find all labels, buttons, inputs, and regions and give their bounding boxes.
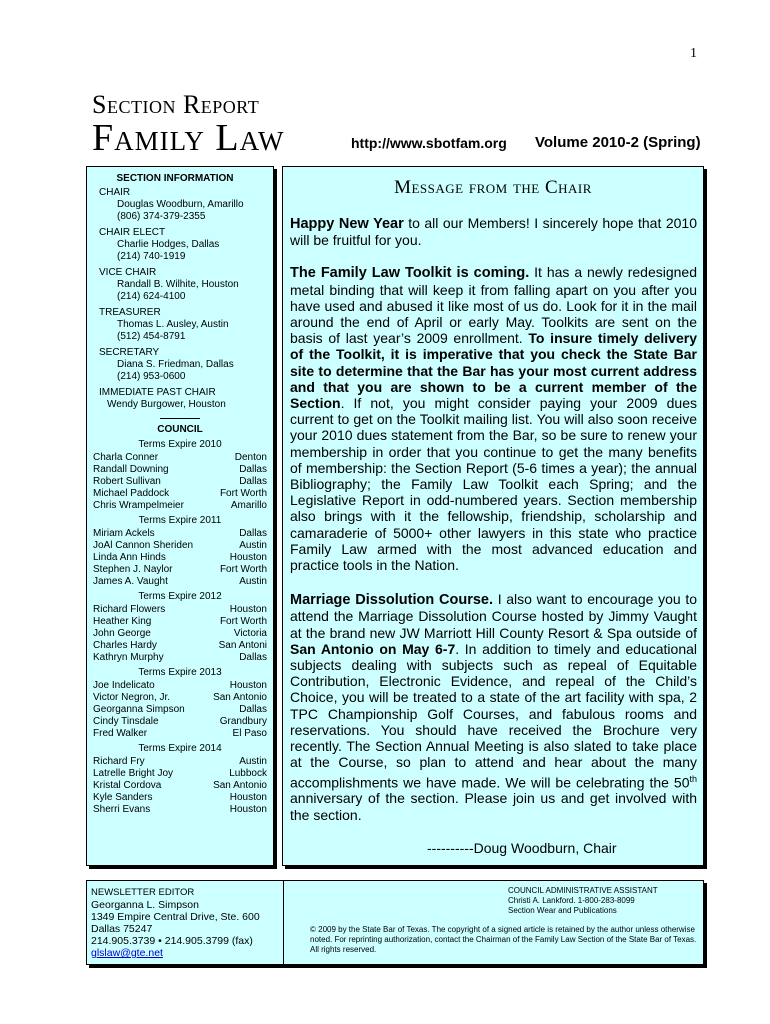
- paragraph-emphasis: San Antonio on May 6-7: [290, 640, 456, 657]
- council-member-row: [87, 604, 273, 616]
- editor-email-link[interactable]: glslaw@gte.net: [91, 947, 163, 959]
- member-city: Dallas: [239, 528, 267, 539]
- officer-phone: (512) 454-8791: [117, 331, 186, 342]
- section-info-heading: SECTION INFORMATION: [116, 173, 234, 184]
- member-name: Latrelle Bright Joy: [93, 768, 174, 779]
- superscript: th: [689, 773, 697, 784]
- council-member-row: [87, 792, 273, 804]
- assistant-dept: Section Wear and Publications: [508, 906, 617, 915]
- officer-treasurer: [87, 307, 273, 343]
- officer-name: Diana S. Friedman, Dallas: [117, 359, 234, 370]
- member-city: Fort Worth: [219, 564, 267, 575]
- section-name: Family Law: [92, 117, 285, 159]
- officer-chair: [87, 187, 273, 223]
- member-name: Randall Downing: [93, 464, 169, 475]
- member-city: Houston: [229, 680, 267, 691]
- officer-phone: (806) 374-379-2355: [117, 211, 206, 222]
- member-city: Grandbury: [219, 716, 267, 727]
- member-city: San Antonio: [213, 692, 267, 703]
- council-member-row: [87, 768, 273, 780]
- divider: [160, 418, 200, 419]
- officer-title: SECRETARY: [99, 347, 160, 358]
- council-member-row: [87, 500, 273, 512]
- member-city: Houston: [229, 552, 267, 563]
- member-name: Kathryn Murphy: [93, 652, 164, 663]
- member-city: Austin: [239, 540, 267, 551]
- paragraph-text: to all our Members! I sincerely hope that 2010 will be fruitful for you.: [290, 215, 697, 249]
- member-city: Houston: [229, 604, 267, 615]
- member-city: Fort Worth: [219, 488, 267, 499]
- member-name: Joe Indelicato: [93, 680, 155, 691]
- member-city: San Antoni: [218, 640, 267, 651]
- officer-title: VICE CHAIR: [99, 267, 157, 278]
- council-member-row: [87, 680, 273, 692]
- member-name: Richard Flowers: [93, 604, 166, 615]
- council-member-row: [87, 564, 273, 576]
- paragraph-text: I also want to encourage you to attend the Marriage Dissolution Course hosted by Jimmy Vaught at the brand new JW Marriott Hill County Resort & Spa outside of: [290, 591, 697, 641]
- member-name: Chris Wrampelmeier: [93, 500, 184, 511]
- term-heading: Terms Expire 2013: [138, 667, 222, 678]
- officer-name: Douglas Woodburn, Amarillo: [117, 199, 244, 210]
- council-member-row: [87, 804, 273, 816]
- council-heading: COUNCIL: [157, 424, 203, 435]
- paragraph-toolkit: [290, 264, 697, 573]
- member-name: Kyle Sanders: [93, 792, 153, 803]
- council-member-row: [87, 528, 273, 540]
- council-member-row: [87, 652, 273, 664]
- paragraph-greeting: [290, 215, 697, 248]
- member-name: Sherri Evans: [93, 804, 151, 815]
- term-heading: Terms Expire 2014: [138, 743, 222, 754]
- member-city: Austin: [239, 756, 267, 767]
- officer-phone: (214) 953-0600: [117, 371, 186, 382]
- officer-name: Charlie Hodges, Dallas: [117, 239, 220, 250]
- paragraph-text: anniversary of the section. Please join us and get involved with the section.: [290, 790, 697, 823]
- officer-vice-chair: [87, 267, 273, 303]
- officer-name: Wendy Burgower, Houston: [107, 399, 226, 410]
- member-city: Victoria: [233, 628, 267, 639]
- officer-phone: (214) 624-4100: [117, 291, 186, 302]
- footer-box: [86, 880, 704, 965]
- member-name: JoAl Cannon Sheriden: [93, 540, 194, 551]
- officer-phone: (214) 740-1919: [117, 251, 186, 262]
- member-name: Charla Conner: [93, 452, 159, 463]
- council-member-row: [87, 728, 273, 740]
- member-city: Houston: [229, 792, 267, 803]
- member-city: El Paso: [232, 728, 267, 739]
- member-city: Dallas: [239, 476, 267, 487]
- member-city: Denton: [234, 452, 267, 463]
- member-name: Linda Ann Hinds: [93, 552, 166, 563]
- officer-name: Randall B. Wilhite, Houston: [117, 279, 239, 290]
- editor-address: 1349 Empire Central Drive, Ste. 600: [91, 911, 260, 923]
- council-member-row: [87, 576, 273, 588]
- editor-city: Dallas 75247: [91, 923, 153, 935]
- council-member-row: [87, 452, 273, 464]
- website-link[interactable]: http://www.sbotfam.org: [351, 135, 507, 151]
- council-member-row: [87, 488, 273, 500]
- council-member-row: [87, 780, 273, 792]
- member-name: Fred Walker: [93, 728, 148, 739]
- member-city: Austin: [239, 576, 267, 587]
- officer-title: CHAIR: [99, 187, 131, 198]
- page-number: 1: [690, 46, 697, 61]
- member-name: Kristal Cordova: [93, 780, 162, 791]
- signoff: ----------Doug Woodburn, Chair: [427, 839, 617, 856]
- member-city: Dallas: [239, 464, 267, 475]
- paragraph-text: . In addition to timely and educational subjects dealing with subjects such as repeal of Equitable Contribution, Electronic Evidence, and repeal of the Child’s Choice, you will be treated to a state of the art facility with spa, 2 TPC Championship Golf Courses, and fabulous rooms and reservations. You should have received the Brochure very recently. The Section Annual Meeting is also slated to take place at the Course, so plan to attend and hear about the many accomplishments we have made. We will be celebrating the 50: [290, 640, 697, 791]
- officer-title: IMMEDIATE PAST CHAIR: [99, 387, 216, 398]
- member-city: San Antonio: [213, 780, 267, 791]
- member-name: Victor Negron, Jr.: [93, 692, 171, 703]
- council-member-row: [87, 628, 273, 640]
- member-name: Richard Fry: [93, 756, 145, 767]
- council-member-row: [87, 640, 273, 652]
- member-city: Amarillo: [230, 500, 267, 511]
- paragraph-lead: The Family Law Toolkit is coming.: [290, 265, 530, 282]
- council-member-row: [87, 464, 273, 476]
- member-city: Lubbock: [229, 768, 267, 779]
- member-name: John George: [93, 628, 151, 639]
- volume-label: Volume 2010-2 (Spring): [535, 134, 701, 151]
- copyright-notice: © 2009 by the State Bar of Texas. The copyright of a signed article is retained by the author unless otherwise noted. For reprinting authorization, contact the Chairman of the Family Law Section of the State Bar of Texas. All rights reserved.: [310, 925, 697, 954]
- term-heading: Terms Expire 2011: [138, 515, 222, 526]
- member-city: Dallas: [239, 652, 267, 663]
- member-city: Houston: [229, 804, 267, 815]
- officer-title: TREASURER: [99, 307, 161, 318]
- member-name: Cindy Tinsdale: [93, 716, 159, 727]
- council-member-row: [87, 616, 273, 628]
- council-member-row: [87, 716, 273, 728]
- council-member-row: [87, 540, 273, 552]
- member-name: James A. Vaught: [93, 576, 168, 587]
- paragraph-text: . If not, you might consider paying your 2009 dues current to get on the Toolkit mailing list. You will also soon receive your 2010 dues statement from the Bar, so be sure to renew your membership in order that you continue to get the many benefits of membership: the Section Report (5-6 times a year); the annual Bibliography; the Family Law Toolkit each Spring; and the Legislative Report in odd-numbered years. Section membership also brings with it the fellowship, friendship, scholarship and camaraderie of 5000+ other lawyers in this state who practice Family Law armed with the most advanced education and practice tools in the Nation.: [290, 395, 697, 574]
- message-heading: Message from the Chair: [394, 177, 592, 198]
- member-name: Stephen J. Naylor: [93, 564, 173, 575]
- member-city: Dallas: [239, 704, 267, 715]
- officer-name: Thomas L. Ausley, Austin: [117, 319, 229, 330]
- council-member-row: [87, 552, 273, 564]
- newsletter-title: Section Report: [92, 90, 260, 119]
- chair-message-panel: [282, 166, 704, 866]
- assistant-name: Christi A. Lankford. 1-800-283-8099: [508, 896, 635, 905]
- editor-label: NEWSLETTER EDITOR: [91, 887, 195, 898]
- editor-info: [91, 887, 260, 959]
- officer-secretary: [87, 347, 273, 383]
- paragraph-lead: Marriage Dissolution Course.: [290, 592, 494, 609]
- section-info-sidebar: [86, 166, 274, 866]
- assistant-block: [292, 886, 697, 916]
- council-member-row: [87, 476, 273, 488]
- paragraph-course: [290, 591, 697, 823]
- member-name: Robert Sullivan: [93, 476, 161, 487]
- council-member-row: [87, 704, 273, 716]
- officer-title: CHAIR ELECT: [99, 227, 166, 238]
- council-member-row: [87, 756, 273, 768]
- member-name: Michael Paddock: [93, 488, 170, 499]
- member-name: Miriam Ackels: [93, 528, 155, 539]
- member-name: Georganna Simpson: [93, 704, 185, 715]
- term-heading: Terms Expire 2012: [138, 591, 222, 602]
- paragraph-text: It has a newly redesigned metal binding that will keep it from falling apart on you after you have used and abused it like most of us do. Look for it in the mail around the end of April or early May. Toolkits are sent on the basis of last year’s 2009 enrollment.: [290, 264, 697, 347]
- assistant-label: COUNCIL ADMINISTRATIVE ASSISTANT: [508, 886, 658, 895]
- officer-chair-elect: [87, 227, 273, 263]
- editor-phone: 214.905.3739 • 214.905.3799 (fax): [91, 935, 253, 947]
- officer-past-chair: [87, 387, 273, 411]
- paragraph-emphasis: To insure timely delivery of the Toolkit, it is imperative that you check the State Bar site to determine that the Bar has your most current address and that you are shown to be a current member of the Section: [290, 330, 697, 412]
- paragraph-lead: Happy New Year: [290, 216, 404, 232]
- assistant-info: [292, 886, 697, 955]
- term-heading: Terms Expire 2010: [138, 439, 222, 450]
- member-name: Charles Hardy: [93, 640, 157, 651]
- editor-name: Georganna L. Simpson: [91, 899, 199, 911]
- footer-divider: [283, 881, 284, 964]
- council-member-row: [87, 692, 273, 704]
- member-city: Fort Worth: [219, 616, 267, 627]
- council-list: [87, 439, 273, 816]
- member-name: Heather King: [93, 616, 152, 627]
